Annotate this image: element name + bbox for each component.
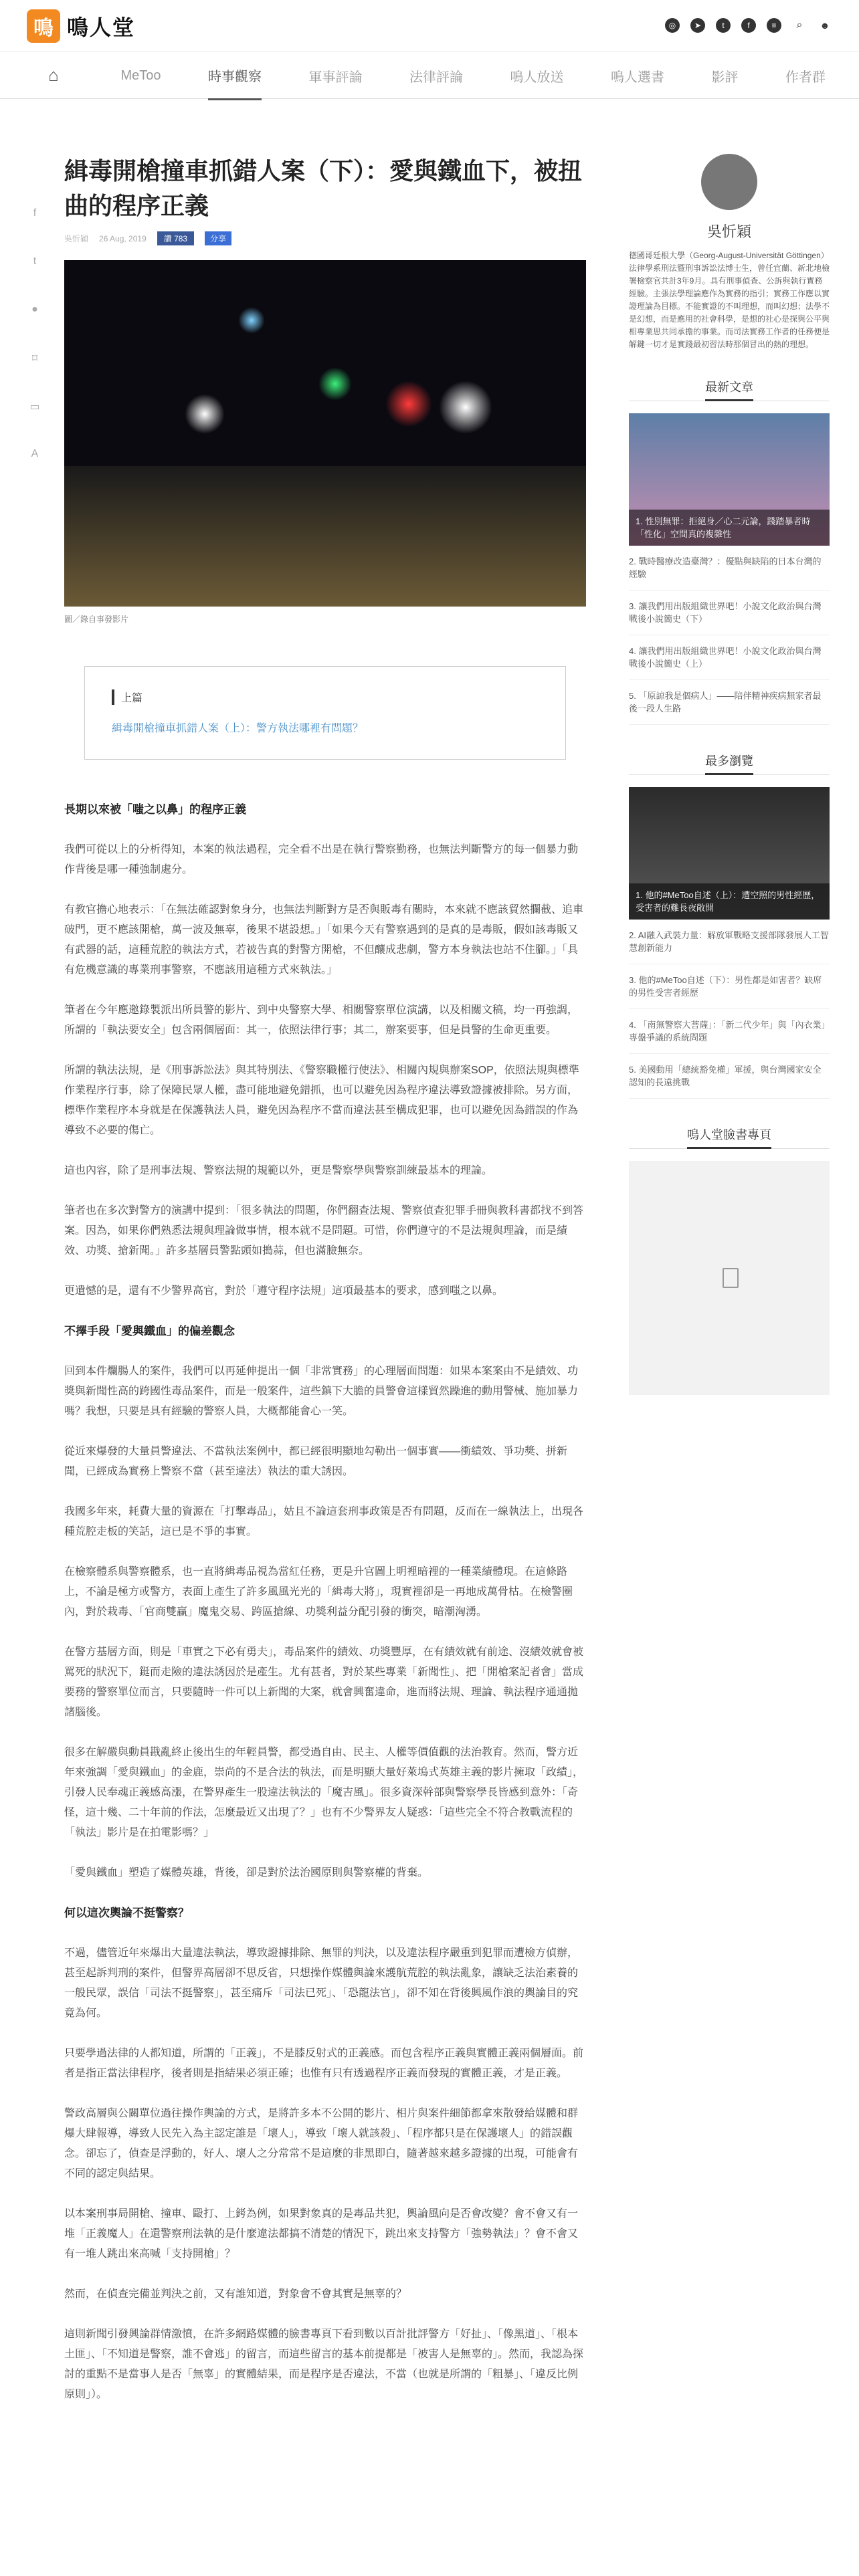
popular-item[interactable]: 3. 他的#MeToo自述（下）：男性都是如害者？缺席的男性受害者經歷 [629, 964, 830, 1009]
section-heading: 不擇手段「愛與鐵血」的偏差觀念 [64, 1325, 235, 1337]
paragraph: 這也內容，除了是刑事法規、警察法規的規範以外，更是警察學與警察訓練最基本的理論。 [64, 1165, 493, 1176]
bookmark-icon[interactable]: ⌑ [31, 353, 38, 364]
paragraph: 有教官擔心地表示：「在無法確認對象身分，也無法判斷對方是否與販毒有關時，本來就不應該貿然攔截、追車破門，更不應該開槍，萬一波及無辜，後果不堪設想。」「如果今天有警察遇到的是真的是毒販，假如該毒販又有武器的話，這種荒腔的執法方式，若被告真的對警方開槍，不但釀成悲劇，警方本身執法也站不住腳。」「具有危機意識的專業刑事警察，不應該用這種方式來執法。」 [64, 904, 584, 976]
popular-item[interactable]: 5. 美國動用「總統豁免權」軍援，與台灣國家安全認知的長遠挑戰 [629, 1054, 830, 1099]
sidebar [629, 154, 830, 1395]
article-title: 緝毒開槍撞車抓錯人案（下）：愛與鐵血下，被扭曲的程序正義 [64, 157, 583, 219]
facebook-page-heading: 鳴人堂臉書專頁 [629, 1125, 830, 1149]
paragraph: 我們可從以上的分析得知，本案的執法過程，完全看不出是在執行警察勤務，也無法判斷警方的每一個暴力動作背後是哪一種強制處分。 [64, 844, 579, 875]
facebook-icon[interactable]: f [741, 18, 756, 33]
paragraph: 在警方基層方面，則是「車實之下必有勇夫」，毒品案件的績效、功獎豐厚，在有績效就有前途、沒績效就會被罵死的狀況下，鋌而走險的違法誘因於是產生。尤有甚者，對於某些專業「新聞性」、把「開槍案記者會」當成要務的警察單位而言，只要隨時一件可以上新聞的大案，就會興奮違命，進而將法規、理論、執法程序通通拋諸腦後。 [64, 1646, 584, 1718]
nav-item-metoo[interactable]: MeToo [120, 68, 161, 83]
latest-heading: 最新文章 [629, 378, 830, 401]
popular-item[interactable]: 2. AI融入武裝力量：解放軍戰略支援部隊發展人工智慧創新能力 [629, 920, 830, 964]
paragraph: 「愛與鐵血」塑造了媒體英雄，背後，卻是對於法治國原則與警察權的背棄。 [64, 1867, 429, 1879]
paragraph: 然而，在偵查完備並判決之前，又有誰知道，對象會不會其實是無辜的？ [64, 2288, 407, 2300]
paragraph: 筆者也在多次對警方的演講中提到：「很多執法的問題，你們翻查法規、警察偵查犯罪手冊與教科書都找不到答案。因為，如果你們熟悉法規與理論做事情，根本就不是問題。可惜，你們遵守的不是法規與理論，而是績效、功獎、搶新聞。」許多基層員警點頭如搗蒜，但也滿臉無奈。 [64, 1205, 584, 1257]
like-button[interactable]: 讚 783 [157, 231, 194, 245]
font-size-icon[interactable]: A [31, 448, 39, 459]
latest-item[interactable]: 2. 戰時醫療改造臺灣？：優點與缺陷的日本台灣的經驗 [629, 546, 830, 591]
image-caption: 圖／錄自事發影片 [64, 615, 129, 624]
twitter-icon[interactable]: t [716, 18, 731, 33]
facebook-page-embed[interactable] [629, 1161, 830, 1395]
section-heading: 何以這次輿論不挺警察？ [64, 1907, 189, 1919]
header-tools [665, 18, 832, 33]
article-date: 26 Aug, 2019 [99, 233, 147, 243]
paragraph: 所謂的執法法規，是《刑事訴訟法》與其特別法、《警察職權行使法》、相關內規與辦案SOP，依照法規與標準作業程序行事，除了保障民眾人權，盡可能地避免錯抓，也可以避免因為程序違法導致證據被排除。另方面，標準作業程序本身就是在保護執法人員，避免因為程序不當而違法甚至構成犯罪，也可以避免因為錯誤的作為導致不必要的傷亡。 [64, 1065, 579, 1136]
comment-icon[interactable]: ▭ [29, 401, 40, 413]
paragraph: 回到本件爛腸人的案件，我們可以再延伸提出一個「非常實務」的心理層面問題：如果本案案由不是績效、功獎與新聞性高的跨國性毒品案件，而是一般案件，這些鎮下大膽的員警會這樣貿然躁進的動用警械、施加暴力嗎？我想，只要是具有經驗的警察人員，大概都能會心一笑。 [64, 1366, 579, 1417]
home-icon[interactable]: ⌂ [48, 65, 59, 85]
article-hero-image [64, 260, 586, 607]
user-icon[interactable]: ☻ [818, 18, 832, 33]
paragraph: 不過，儘管近年來爆出大量違法執法，導致證據排除、無罪的判決，以及違法程序嚴重到犯罪而遭檢方偵辦，甚至起訴判刑的案件，但警界高層卻不思反省，只想操作媒體與論來護航荒腔的執法亂象，讓缺乏法治素養的一般民眾，誤信「司法不挺警察」，甚至痛斥「司法已死」、「恐龍法官」，卻不知在背後興風作浪的輿論目的究竟為何。 [64, 1947, 579, 2019]
paragraph: 警政高層與公關單位過往操作輿論的方式，是將許多本不公開的影片、相片與案件細節都拿來散發給媒體和群爆大肆報導，導致人民先入為主認定誰是「壞人」，導致「壞人就該殺」、「程序都只是在保護壞人」的錯誤觀念。卻忘了，偵查是浮動的，好人、壞人之分常常不是這麼的非黑即白，隨著越來越多證據的出現，可能會有不同的認定與結果。 [64, 2108, 579, 2179]
latest-featured[interactable] [629, 413, 830, 546]
twitter-share-icon[interactable]: t [33, 255, 37, 267]
line-share-icon[interactable]: ● [31, 304, 38, 315]
nav-item-broadcast[interactable]: 鳴人放送 [510, 70, 564, 85]
related-box [84, 666, 566, 760]
article-author[interactable]: 吳忻穎 [64, 234, 89, 243]
facebook-share-icon[interactable]: f [33, 207, 37, 219]
paragraph: 更遺憾的是，還有不少警界高官，對於「遵守程序法規」這項最基本的要求，感到嗤之以鼻。 [64, 1285, 504, 1297]
article-body [64, 800, 586, 2405]
share-rail [28, 207, 41, 461]
nav-item-film[interactable]: 影評 [711, 70, 739, 85]
paragraph: 這則新聞引發興論群情激憤，在許多網路媒體的臉書專頁下看到數以百計批評警方「好扯」、「像黑道」、「根本土匪」、「不知道是警察，誰不會逃」的留言，而這些留言的基本前提都是「被害人是無辜的」。然而，我認為探討的重點不是當事人是否「無辜」的實體結果，而是程序是否違法，不當（也就是所謂的「粗暴」、「違反比例原則」）。 [64, 2329, 584, 2400]
section-heading: 長期以來被「嗤之以鼻」的程序正義 [64, 803, 246, 816]
site-logo[interactable] [27, 9, 135, 43]
nav-item-military[interactable]: 軍事評論 [308, 70, 363, 85]
site-header [0, 0, 859, 52]
paragraph: 只要學過法律的人都知道，所謂的「正義」，不是膝反射式的正義感。而包含程序正義與實體正義兩個層面。前者是指正當法律程序，後者則是指結果必須正確；也惟有只有透過程序正義而發現的實體正義，才是正義。 [64, 2048, 584, 2079]
article [64, 154, 586, 2425]
paragraph: 筆者在今年應邀錄製派出所員警的影片、到中央警察大學、相關警察單位演講，以及相關文稿，均一再強調，所謂的「執法要安全」包含兩個層面：其一，依照法律行事；其二，辦案要事，但是員警的生命更重要。 [64, 1004, 579, 1036]
nav-item-books[interactable]: 鳴人選書 [610, 70, 664, 85]
related-link[interactable]: 緝毒開槍撞車抓錯人案（上）：警方執法哪裡有問題？ [112, 723, 364, 734]
latest-item[interactable]: 4. 讓我們用出版組織世界吧！小說文化政治與台灣戰後小說簡史（上） [629, 635, 830, 680]
nav-item-current-affairs[interactable]: 時事觀察 [208, 51, 262, 100]
search-icon[interactable]: ⌕ [792, 18, 807, 33]
paragraph: 我國多年來，耗費大量的資源在「打擊毒品」，姑且不論這套刑事政策是否有問題，反而在一線執法上，出現各種荒腔走板的笑話，這已是不爭的事實。 [64, 1506, 584, 1537]
site-name: 鳴人堂 [67, 15, 136, 39]
popular-item[interactable]: 4. 「南無警察大菩薩」：「新二代少年」與「內衣業」專盤爭議的系統問題 [629, 1009, 830, 1054]
popular-heading: 最多瀏覽 [629, 752, 830, 775]
document-placeholder-icon [723, 1268, 739, 1288]
author-avatar[interactable] [701, 154, 757, 210]
main-nav [0, 52, 859, 99]
article-meta [64, 231, 586, 245]
latest-item[interactable]: 5. 「原諒我是個病人」——陪伴精神疾病無家者最後一段人生路 [629, 680, 830, 725]
paragraph: 很多在解嚴與動員戡亂終止後出生的年輕員警，都受過自由、民主、人權等價值觀的法治教育。然而，警方近年來強調「愛與鐵血」的金鹿，崇尚的不是合法的執法，而是明顯大量好萊塢式英雄主義的影片擁取「政績」，引發人民奉魂正義感高漲，在警界產生一股違法執法的「魔吉風」。很多資深幹部與警察學長皆感到意外：「奇怪，這十幾、二十年前的作法，怎麼最近又出現了？」也有不少警界友人疑惑：「這些完全不符合教戰流程的「執法」影片是在拍電影嗎？」 [64, 1747, 584, 1838]
popular-featured[interactable] [629, 787, 830, 920]
paragraph: 從近來爆發的大量員警違法、不當執法案例中，都已經很明顯地勾勒出一個事實——衝績效、爭功獎、拼新聞，已經成為實務上警察不當（甚至違法）執法的重大誘因。 [64, 1446, 568, 1477]
paragraph: 以本案刑事局開槍、撞車、毆打、上銬為例，如果對象真的是毒品共犯，輿論風向是否會改變？會不會又有一堆「正義魔人」在還警察刑法執的是什麼違法都搞不清楚的情況下，跳出來支持警方「強勢執法」？會不會又有一堆人跳出來高喊「支持開槍」？ [64, 2208, 579, 2260]
latest-featured-title: 1. 性別無罪：拒絕身／心二元論，踐踏暴者時「性化」空間真的複雜性 [629, 510, 830, 546]
author-name[interactable]: 吳忻穎 [706, 223, 751, 240]
logo-mark-icon: 鳴 [27, 9, 60, 43]
nav-item-law[interactable]: 法律評論 [409, 70, 463, 85]
related-heading: 上篇 [112, 689, 539, 705]
popular-featured-title: 1. 他的#MeToo自述（上）：遭空照的男性經歷，受害者的難長夜敞開 [629, 883, 830, 920]
telegram-icon[interactable]: ➤ [690, 18, 705, 33]
author-bio: 德國哥廷根大學（Georg-August-Universität Göttingen）法律學系刑法暨刑事訴訟法博士生，曾任宜蘭、新北地檢署檢察官共計3年9月。具有刑事偵查、公訴與執行實務經驗。主張法學理論應作為實務的指引；實務工作應以實證理論為目標。不能實證的不叫理想，而叫幻想；法學不是幻想，而是應用的社會科學，是想的社心是探與公平與相專業思共同承擔的事業。而司法實務工作者的任務便是解鍵一切才是實踐最初習法時那個冒出的熱的理想。 [629, 251, 830, 349]
paragraph: 在檢察體系與警察體系，也一直將緝毒品視為當紅任務，更是升官圖上明裡暗裡的一種業績體現。在這條路上，不論是極方或警方，表面上產生了許多風風光光的「緝毒大將」，現實裡卻是一再地成萬骨枯。在檢警圈內，對於栽毒、「官商雙贏」魔鬼交易、跨區搶線、功獎利益分配引發的衝突，暗潮洶湧。 [64, 1566, 573, 1618]
latest-item[interactable]: 3. 讓我們用出版組織世界吧！小說文化政治與台灣戰後小說簡史（下） [629, 591, 830, 635]
menu-icon[interactable]: ≡ [767, 18, 781, 33]
nav-item-authors[interactable]: 作者群 [785, 70, 826, 85]
instagram-icon[interactable]: ◎ [665, 18, 680, 33]
share-button[interactable]: 分享 [205, 231, 231, 245]
